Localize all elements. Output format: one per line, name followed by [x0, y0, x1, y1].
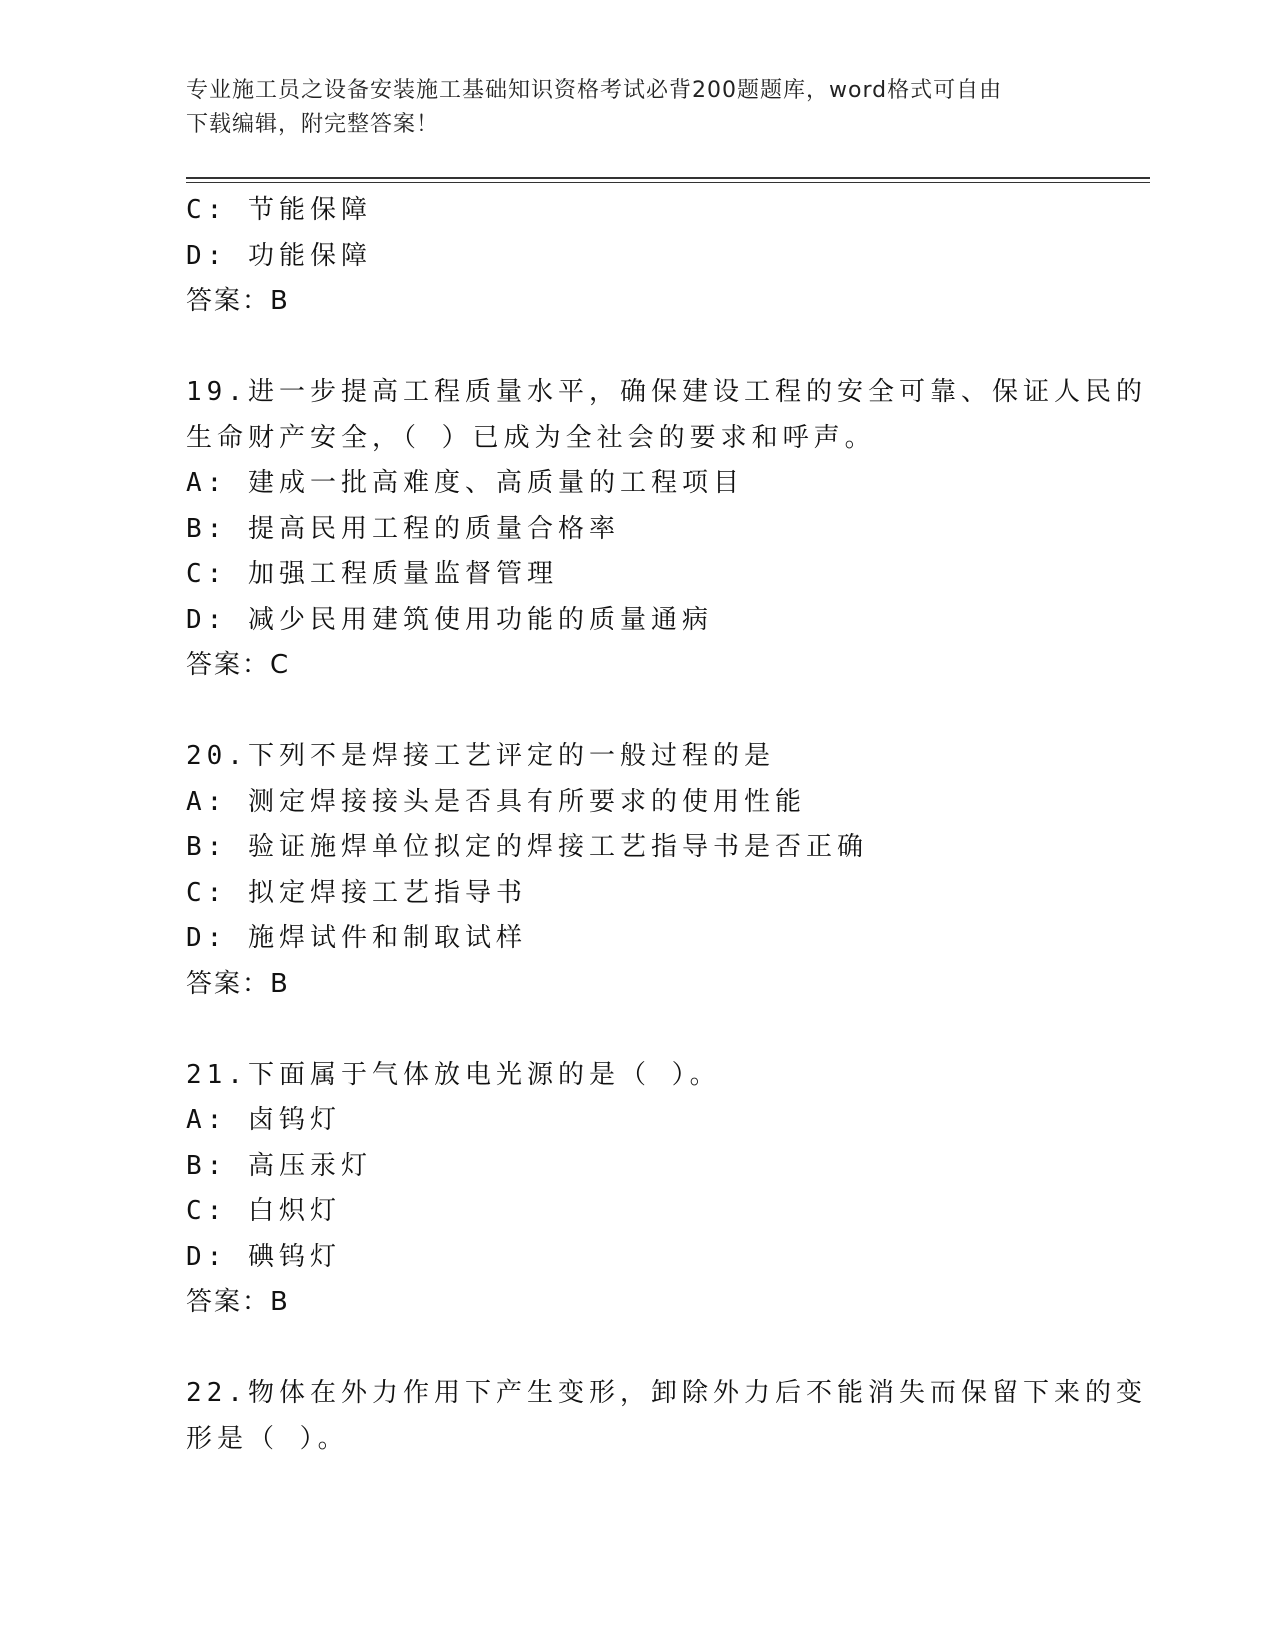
option-b: B: 提高民用工程的质量合格率	[186, 513, 620, 544]
question-stem: 20.下列不是焊接工艺评定的一般过程的是	[186, 741, 775, 771]
question-22	[186, 1371, 1147, 1462]
header-line: 下载编辑，附完整答案！	[186, 112, 440, 137]
question-21	[186, 1053, 1086, 1326]
option-b: B: 验证施焊单位拟定的焊接工艺指导书是否正确	[186, 832, 868, 862]
answer-line: 答案：B	[186, 968, 290, 999]
option-c: C: 拟定焊接工艺指导书	[186, 877, 527, 908]
answer-line: 答案：C	[186, 650, 291, 680]
option-d: D: 施焊试件和制取试样	[186, 923, 527, 953]
header-line: 专业施工员之设备安装施工基础知识资格考试必背200题题库，word格式可自由	[186, 78, 1003, 103]
option-c: C: 加强工程质量监督管理	[186, 559, 558, 589]
option-b: B: 高压汞灯	[186, 1150, 372, 1181]
option-d: D: 减少民用建筑使用功能的质量通病	[186, 604, 713, 635]
question-stem: 生命财产安全，（ ）已成为全社会的要求和呼声。	[186, 422, 876, 453]
question-19	[186, 370, 1147, 689]
option-a: A: 建成一批高难度、高质量的工程项目	[186, 468, 744, 498]
option-c: C: 节能保障	[186, 195, 372, 225]
option-a: A: 测定焊接接头是否具有所要求的使用性能	[186, 786, 806, 817]
previous-question-tail	[186, 188, 1086, 325]
spacer	[186, 689, 1086, 735]
question-stem: 22.物体在外力作用下产生变形，卸除外力后不能消失而保留下来的变	[186, 1378, 1147, 1408]
header-divider	[186, 177, 1150, 179]
question-stem: 形是（ ）。	[186, 1423, 349, 1454]
spacer	[186, 325, 1086, 371]
question-list	[186, 188, 1147, 1462]
spacer	[186, 1326, 1086, 1372]
question-stem: 21.下面属于气体放电光源的是（ ）。	[186, 1059, 721, 1090]
option-d: D: 功能保障	[186, 240, 372, 271]
option-d: D: 碘钨灯	[186, 1241, 341, 1272]
question-20	[186, 734, 1086, 1007]
answer-line: 答案：B	[186, 1287, 290, 1317]
question-stem: 19.进一步提高工程质量水平，确保建设工程的安全可靠、保证人民的	[186, 377, 1147, 407]
option-a: A: 卤钨灯	[186, 1105, 341, 1135]
spacer	[186, 1007, 1086, 1053]
answer-line: 答案：B	[186, 286, 290, 316]
document-header	[186, 74, 1066, 142]
header-divider-thin	[186, 182, 1150, 183]
option-c: C: 白炽灯	[186, 1196, 341, 1226]
